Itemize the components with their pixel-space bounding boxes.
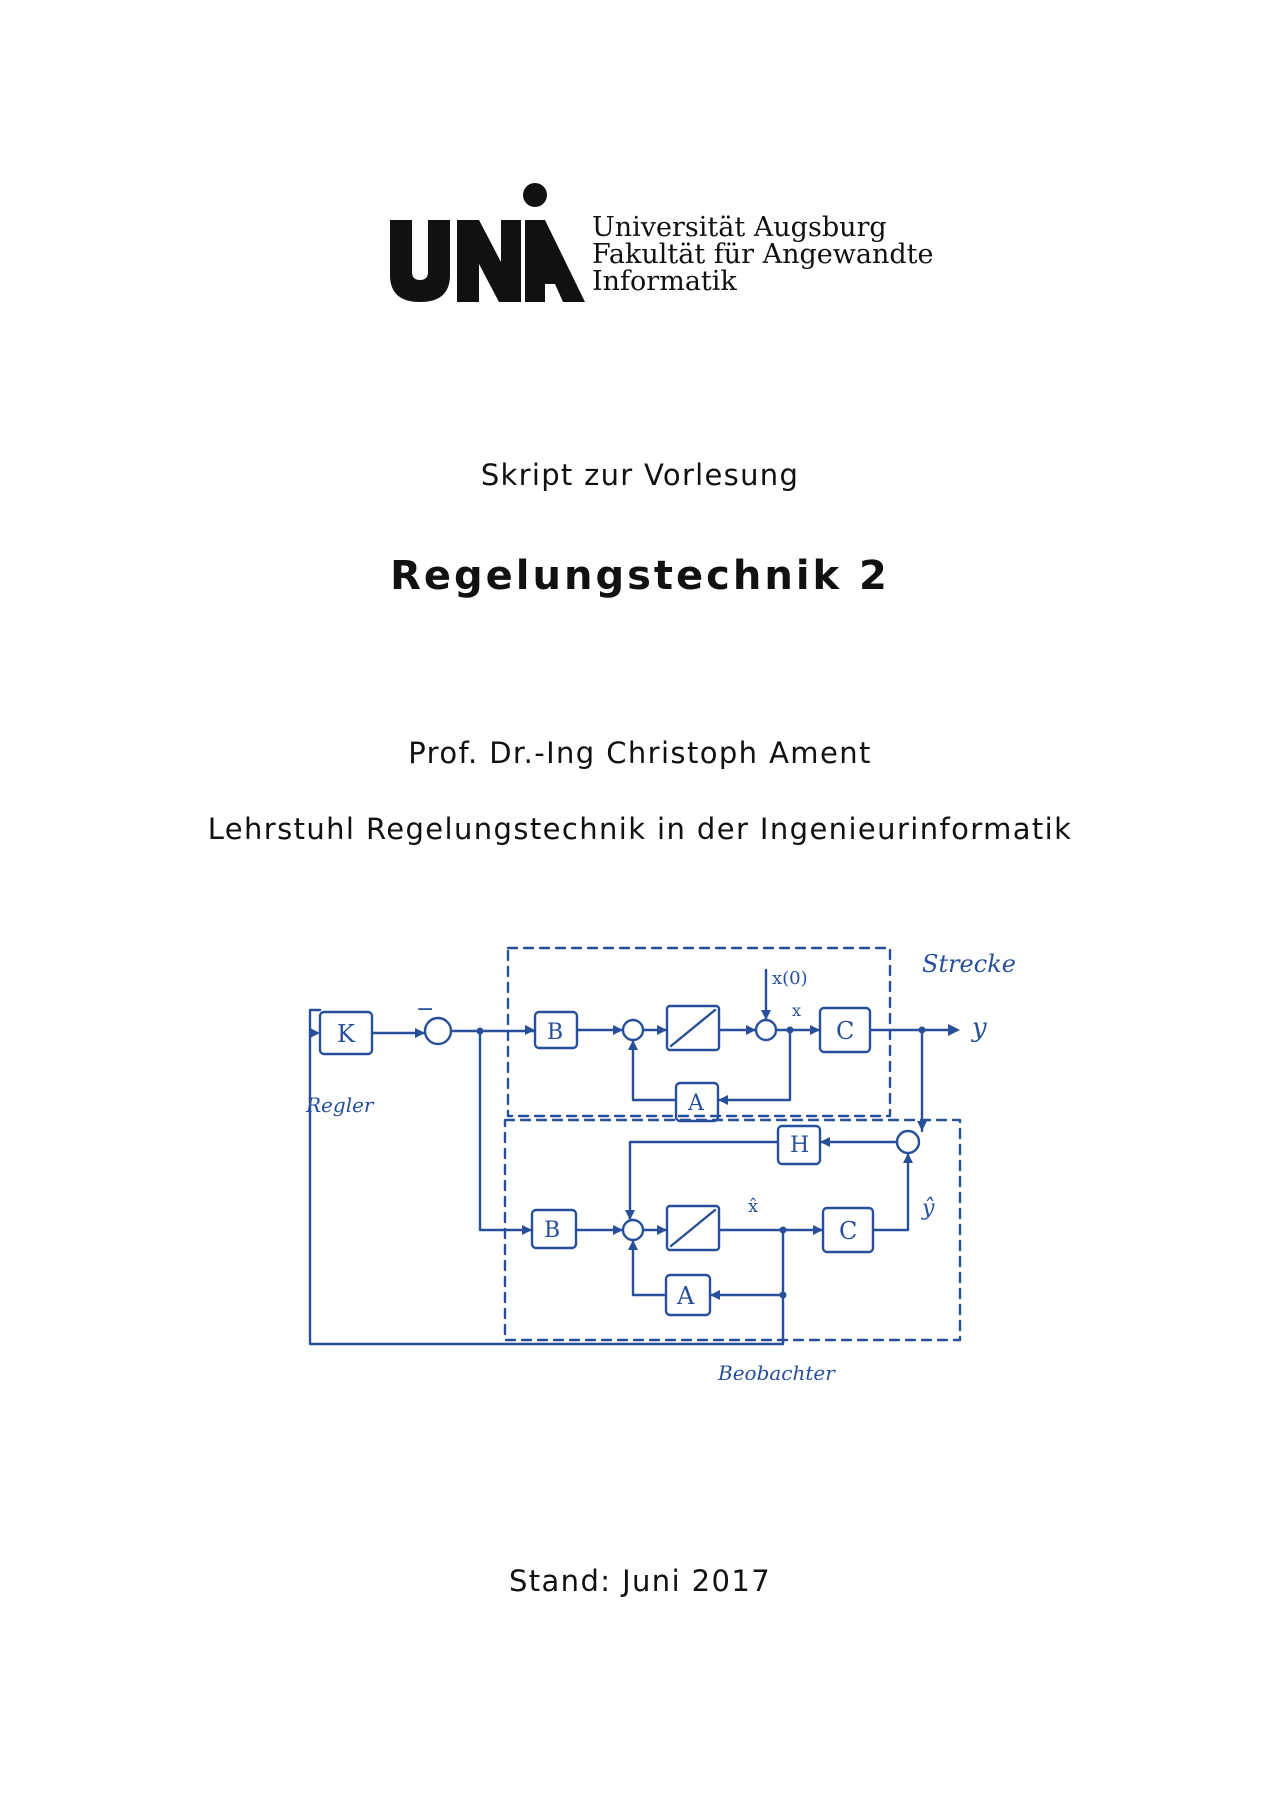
university-logo (385, 180, 934, 310)
observer-sum-junction (623, 1220, 643, 1240)
plant-init-junction (756, 1020, 776, 1040)
plant-c-label: C (836, 1017, 855, 1045)
estimated-state-label: x̂ (748, 1196, 759, 1217)
document-subtitle: Skript zur Vorlesung (480, 458, 800, 492)
chair-name: Lehrstuhl Regelungstechnik in der Ingenieurinformatik (207, 812, 1073, 846)
output-error-junction (897, 1131, 919, 1153)
observer-a-label: A (677, 1282, 695, 1310)
logo-line-university: Universität Augsburg (592, 212, 887, 243)
beobachter-label: Beobachter (718, 1361, 835, 1380)
logo-line-faculty: Fakultät für Angewandte (592, 239, 934, 270)
strecke-label: Strecke (922, 950, 1016, 978)
logo-text (592, 214, 934, 295)
state-x-label: x (792, 1001, 802, 1020)
author-name: Prof. Dr.-Ing Christoph Ament (408, 736, 872, 770)
output-y-label: y (972, 1013, 987, 1043)
minus-sign: − (416, 997, 435, 1022)
plant-sum-junction (623, 1020, 643, 1040)
plant-a-label: A (688, 1091, 704, 1116)
observer-b-label: B (544, 1218, 561, 1243)
uni-augsburg-logo-mark (385, 180, 585, 310)
plant-b-label: B (547, 1020, 564, 1045)
observer-block-diagram (270, 930, 1040, 1380)
initial-state-label: x(0) (772, 968, 808, 989)
document-title: Regelungstechnik 2 (390, 553, 890, 599)
gain-k-label: K (337, 1020, 355, 1048)
logo-line-informatik: Informatik (592, 266, 737, 297)
document-date: Stand: Juni 2017 (508, 1564, 772, 1598)
estimated-output-label: ŷ (922, 1196, 935, 1221)
observer-h-label: H (790, 1133, 810, 1158)
regler-label: Regler (306, 1093, 374, 1117)
observer-c-label: C (839, 1217, 858, 1245)
